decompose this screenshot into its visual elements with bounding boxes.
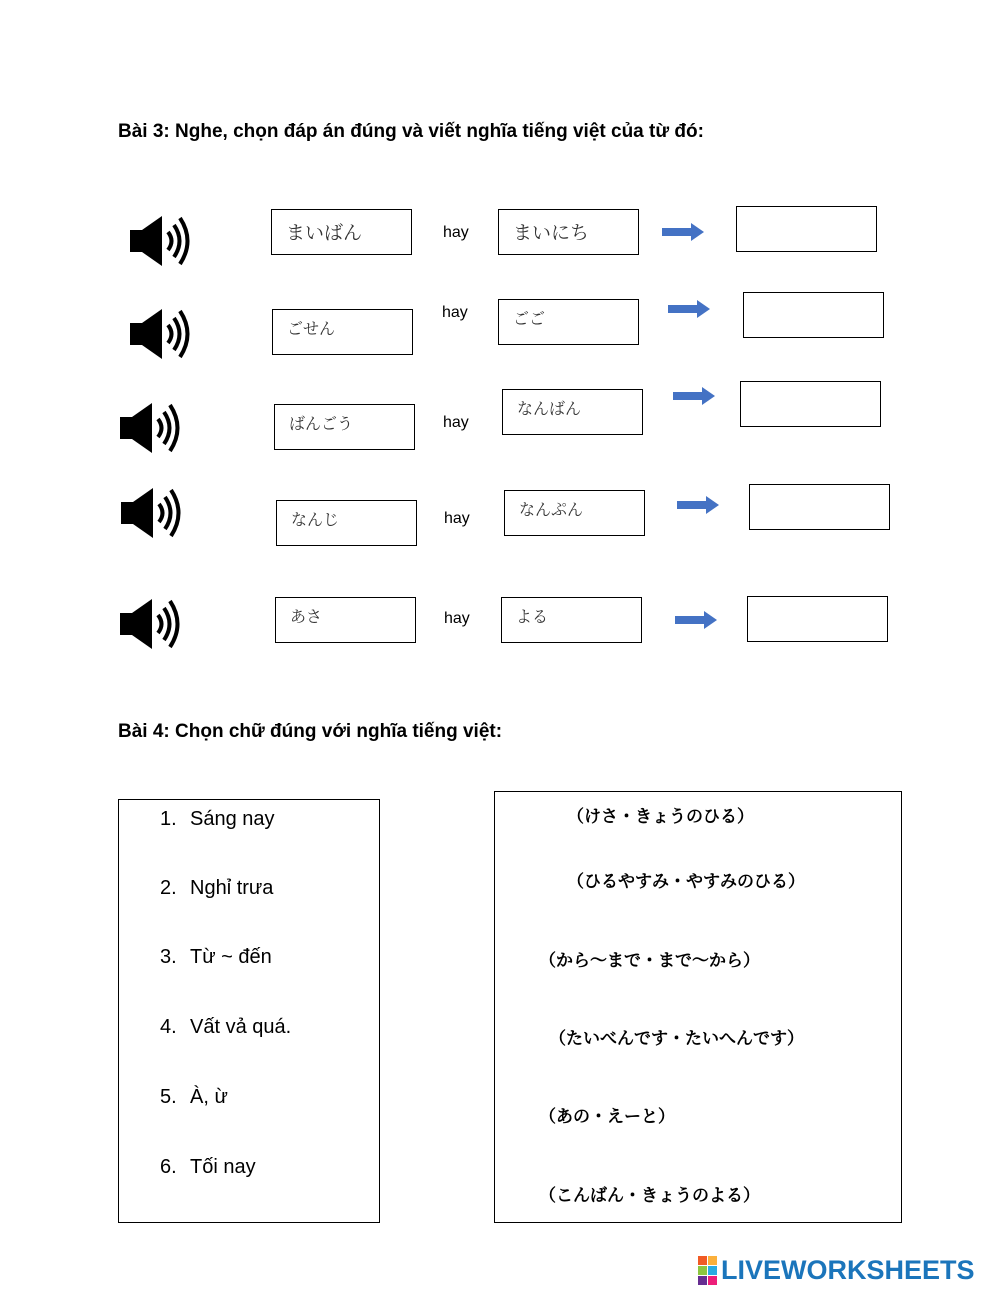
connector-hay-2: hay — [442, 304, 468, 321]
choice-left-5[interactable]: あさ — [275, 597, 416, 643]
arrow-right-icon — [673, 387, 715, 405]
item-number: 6. — [160, 1156, 177, 1178]
speaker-volume-icon[interactable] — [128, 214, 192, 268]
speaker-volume-icon[interactable] — [118, 597, 182, 651]
logo-squares-icon — [698, 1256, 717, 1285]
answer-field-5[interactable] — [747, 596, 888, 642]
liveworksheets-logo — [698, 1256, 975, 1284]
vietnamese-item-4 — [160, 1016, 291, 1039]
speaker-volume-icon[interactable] — [118, 401, 182, 455]
connector-hay-3: hay — [443, 414, 469, 431]
exercise-4-title: Bài 4: Chọn chữ đúng với nghĩa tiếng việt: — [118, 721, 503, 742]
vietnamese-item-1 — [160, 808, 275, 831]
item-number: 5. — [160, 1086, 177, 1108]
item-text: Tối nay — [190, 1156, 256, 1178]
item-number: 1. — [160, 808, 177, 830]
japanese-option-5[interactable]: （あの・えーと） — [539, 1107, 675, 1127]
connector-hay-4: hay — [444, 510, 470, 527]
japanese-options-box — [494, 791, 902, 1223]
choice-left-3[interactable]: ばんごう — [274, 404, 415, 450]
item-text: Vất vả quá. — [190, 1016, 292, 1038]
japanese-option-4[interactable]: （たいべんです・たいへんです） — [549, 1029, 804, 1049]
choice-left-1[interactable]: まいばん — [271, 209, 412, 255]
item-text: Từ ~ đến — [190, 946, 272, 968]
speaker-volume-icon[interactable] — [128, 307, 192, 361]
arrow-right-icon — [668, 300, 710, 318]
arrow-right-icon — [675, 611, 717, 629]
choice-right-5[interactable]: よる — [501, 597, 642, 643]
arrow-right-icon — [677, 496, 719, 514]
vietnamese-item-3 — [160, 946, 272, 969]
choice-right-2[interactable]: ごご — [498, 299, 639, 345]
japanese-option-6[interactable]: （こんばん・きょうのよる） — [539, 1186, 760, 1206]
answer-field-1[interactable] — [736, 206, 877, 252]
japanese-option-2[interactable]: （ひるやすみ・やすみのひる） — [567, 872, 805, 892]
japanese-option-3[interactable]: （から～まで・まで～から） — [539, 951, 760, 971]
choice-right-1[interactable]: まいにち — [498, 209, 639, 255]
logo-text: LIVEWORKSHEETS — [721, 1254, 975, 1285]
choice-left-4[interactable]: なんじ — [276, 500, 417, 546]
item-text: À, ừ — [190, 1086, 228, 1108]
choice-right-3[interactable]: なんばん — [502, 389, 643, 435]
speaker-volume-icon[interactable] — [119, 486, 183, 540]
answer-field-2[interactable] — [743, 292, 884, 338]
answer-field-3[interactable] — [740, 381, 881, 427]
choice-right-4[interactable]: なんぷん — [504, 490, 645, 536]
vietnamese-item-6 — [160, 1156, 256, 1179]
item-number: 2. — [160, 877, 177, 899]
exercise-3-title: Bài 3: Nghe, chọn đáp án đúng và viết nghĩa tiếng việt của từ đó: — [118, 121, 704, 142]
vietnamese-item-5 — [160, 1086, 228, 1109]
item-text: Nghỉ trưa — [190, 877, 274, 899]
japanese-option-1[interactable]: （けさ・きょうのひる） — [567, 807, 754, 827]
connector-hay-5: hay — [444, 610, 470, 627]
vietnamese-item-2 — [160, 877, 273, 900]
item-text: Sáng nay — [190, 808, 275, 830]
choice-left-2[interactable]: ごせん — [272, 309, 413, 355]
answer-field-4[interactable] — [749, 484, 890, 530]
item-number: 3. — [160, 946, 177, 968]
connector-hay-1: hay — [443, 224, 469, 241]
item-number: 4. — [160, 1016, 177, 1038]
arrow-right-icon — [662, 223, 704, 241]
